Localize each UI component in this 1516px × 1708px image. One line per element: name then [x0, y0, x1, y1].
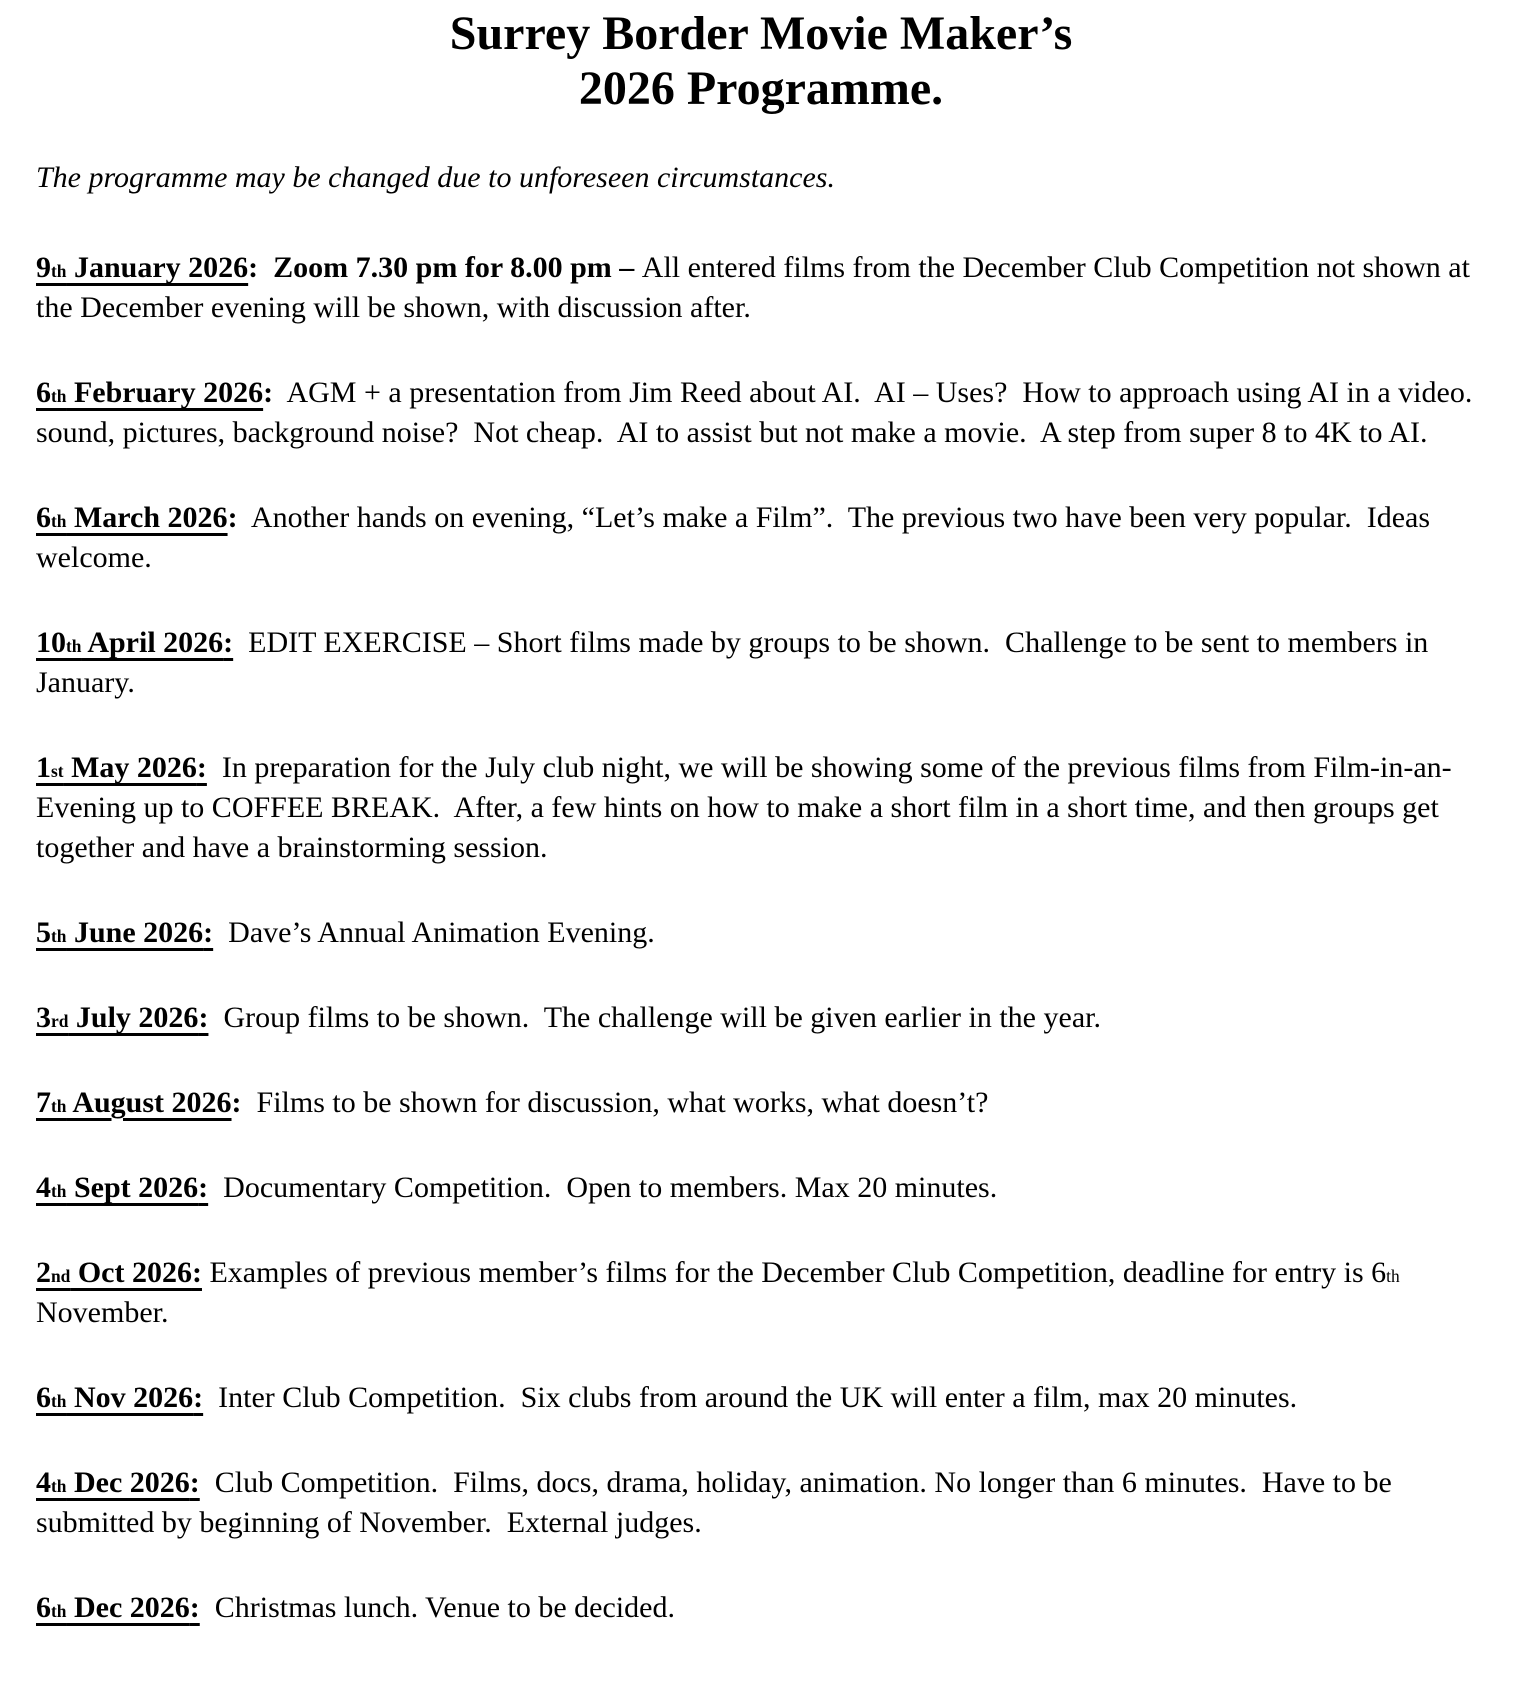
- entry-date-underline: 5th June 2026:: [36, 916, 214, 949]
- disclaimer-note: The programme may be changed due to unforeseen circumstances.: [36, 161, 835, 194]
- entry-date: [36, 626, 233, 659]
- ordinal-suffix: th: [51, 1181, 67, 1201]
- entry-body: EDIT EXERCISE – Short films made by groups to be shown. Challenge to be sent to members in January.: [36, 626, 1436, 699]
- entry-date-underline: 10th April 2026:: [36, 626, 234, 659]
- entry-date-underline: 4th Dec 2026:: [36, 1466, 200, 1499]
- entry-body: All entered films from the December Club Competition not shown at the December evening will be shown, with discussion after.: [36, 251, 1478, 324]
- entry-body: Club Competition. Films, docs, drama, holiday, animation. No longer than 6 minutes. Have to be submitted by beginning of November. External judges.: [36, 1466, 1400, 1539]
- entry-body: AGM + a presentation from Jim Reed about AI. AI – Uses? How to approach using AI in a video. sound, pictures, background noise? Not cheap. AI to assist but not make a movie. A step from super 8 to 4K to AI.: [36, 376, 1480, 449]
- ordinal-suffix: th: [51, 926, 67, 946]
- entry-date: 6th March 2026:: [36, 501, 238, 534]
- ordinal-suffix: th: [51, 1601, 67, 1621]
- title-line-2: 2026 Programme.: [578, 62, 944, 115]
- entry-date-underline: 2nd Oct 2026:: [36, 1256, 202, 1289]
- ordinal-suffix: rd: [51, 1011, 69, 1031]
- programme-entry-june: [36, 913, 1486, 953]
- programme-entry-march: [36, 498, 1486, 578]
- ordinal-suffix: nd: [51, 1266, 71, 1286]
- entry-date: 6th February 2026:: [36, 376, 274, 409]
- ordinal-suffix: st: [51, 761, 64, 781]
- entry-date-underline: 6th Nov 2026:: [36, 1381, 204, 1414]
- page-title: [36, 6, 1486, 116]
- ordinal-suffix: th: [51, 1096, 67, 1116]
- entry-body: Another hands on evening, “Let’s make a Film”. The previous two have been very popular. Ideas welcome.: [36, 501, 1438, 574]
- entry-date: [36, 1171, 208, 1204]
- programme-entry-april: [36, 623, 1486, 703]
- entry-date-underline: 3rd July 2026:: [36, 1001, 209, 1034]
- ordinal-suffix: th: [51, 386, 67, 406]
- entry-date: [36, 1381, 203, 1414]
- ordinal-suffix: th: [51, 1476, 67, 1496]
- body-ordinal-suffix: th: [1386, 1266, 1400, 1286]
- entry-date-underline: 6th February 2026: [36, 376, 264, 409]
- ordinal-suffix: th: [51, 1391, 67, 1411]
- programme-entry-october: [36, 1253, 1486, 1333]
- ordinal-suffix: th: [51, 261, 67, 281]
- entry-body: Inter Club Competition. Six clubs from around the UK will enter a film, max 20 minutes.: [203, 1381, 1298, 1414]
- entry-date-underline: 4th Sept 2026:: [36, 1171, 209, 1204]
- programme-entry-december-lunch: [36, 1588, 1486, 1628]
- programme-entry-august: [36, 1083, 1486, 1123]
- entry-date-underline: 6th March 2026: [36, 501, 228, 534]
- programme-entry-january: [36, 248, 1486, 328]
- entry-date: [36, 1466, 200, 1499]
- programme-entry-july: [36, 998, 1486, 1038]
- programme-entry-may: [36, 748, 1486, 868]
- entry-date: [36, 916, 213, 949]
- entry-date-underline: 6th Dec 2026:: [36, 1591, 200, 1624]
- ordinal-suffix: th: [66, 636, 82, 656]
- entry-body: Group films to be shown. The challenge will be given earlier in the year.: [208, 1001, 1101, 1034]
- entry-date: 9th January 2026:: [36, 251, 259, 284]
- programme-entry-november: [36, 1378, 1486, 1418]
- entry-body-cont: November.: [36, 1256, 1408, 1329]
- programme-entry-february: [36, 373, 1486, 453]
- entry-date: [36, 1591, 200, 1624]
- entry-date-underline: 7th August 2026: [36, 1086, 232, 1119]
- title-line-1: Surrey Border Movie Maker’s: [449, 7, 1073, 60]
- entry-date: 7th August 2026:: [36, 1086, 242, 1119]
- entry-body: Examples of previous member’s films for the December Club Competition, deadline for entry is 6: [201, 1256, 1387, 1289]
- entry-body: Films to be shown for discussion, what works, what doesn’t?: [241, 1086, 989, 1119]
- programme-entry-december-competition: [36, 1463, 1486, 1543]
- entry-date-underline: 9th January 2026: [36, 251, 249, 284]
- entry-body: Christmas lunch. Venue to be decided.: [199, 1591, 675, 1624]
- entry-body: Documentary Competition. Open to members. Max 20 minutes.: [208, 1171, 998, 1204]
- entry-body: In preparation for the July club night, we will be showing some of the previous films from Film-in-an-Evening up to COFFEE BREAK. After, a few hints on how to make a short film in a short time, and then groups get together and have a brainstorming session.: [36, 751, 1452, 864]
- entry-lead-bold: Zoom 7.30 pm for 8.00 pm –: [258, 251, 642, 284]
- entry-date-underline: 1st May 2026:: [36, 751, 207, 784]
- programme-entry-september: [36, 1168, 1486, 1208]
- entry-date: [36, 1001, 208, 1034]
- entry-date: [36, 1256, 202, 1289]
- ordinal-suffix: th: [51, 511, 67, 531]
- entry-date: [36, 751, 207, 784]
- entry-body: Dave’s Annual Animation Evening.: [213, 916, 655, 949]
